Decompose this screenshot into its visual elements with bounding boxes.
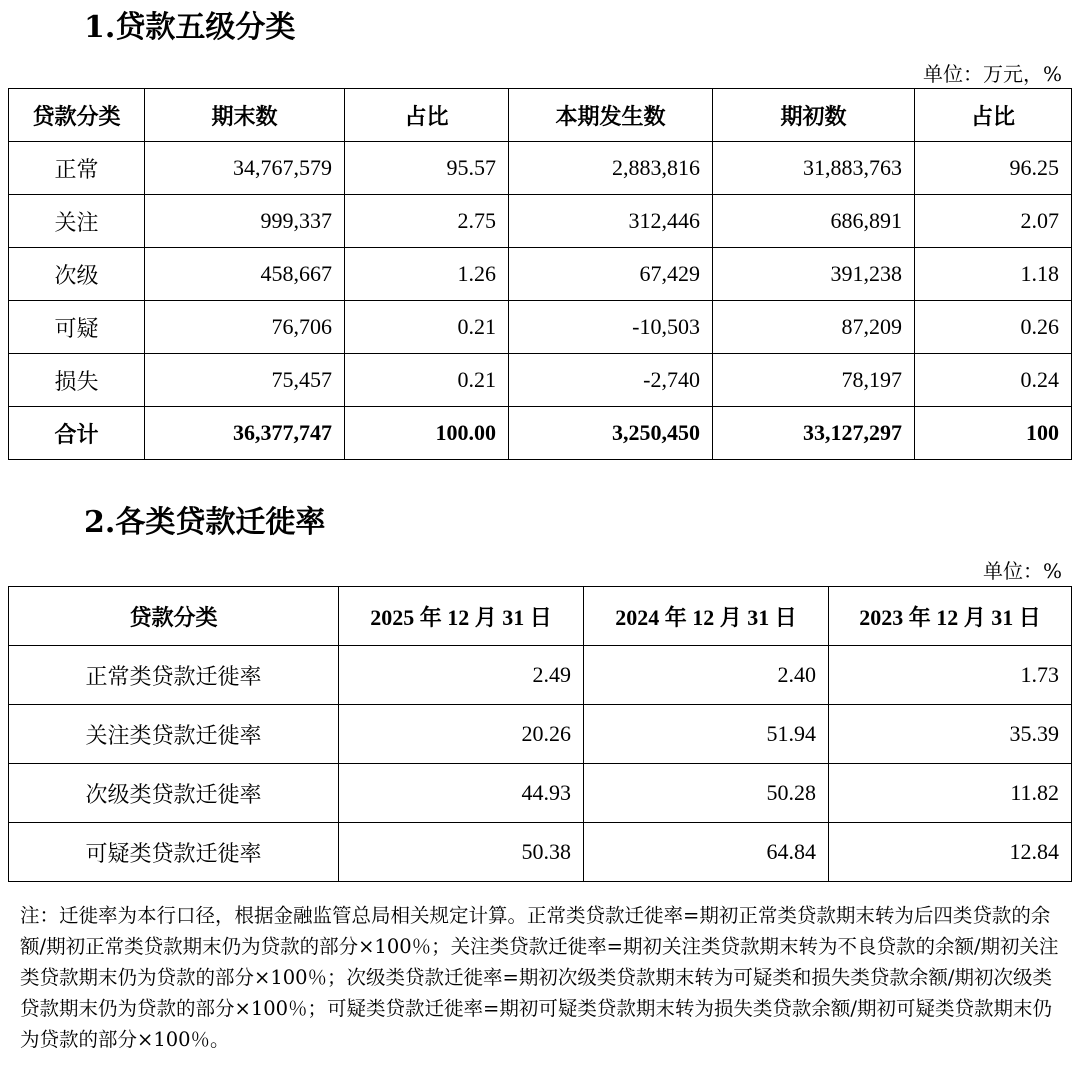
total-label: 合计 (9, 407, 145, 460)
row-ending: 75,457 (145, 354, 345, 407)
row-ratio-beginning: 96.25 (915, 142, 1072, 195)
table-row (9, 823, 1072, 882)
row-beginning: 391,238 (713, 248, 915, 301)
row-category: 可疑类贷款迁徙率 (9, 823, 339, 882)
total-change: 3,250,450 (509, 407, 713, 460)
header-ending: 期末数 (145, 89, 345, 142)
row-category: 可疑 (9, 301, 145, 354)
row-change: 2,883,816 (509, 142, 713, 195)
total-ratio-ending: 100.00 (345, 407, 509, 460)
table-row (9, 705, 1072, 764)
row-beginning: 686,891 (713, 195, 915, 248)
table-row (9, 195, 1072, 248)
row-2023: 1.73 (829, 646, 1072, 705)
header-category: 贷款分类 (9, 587, 339, 646)
row-ratio-ending: 95.57 (345, 142, 509, 195)
row-ratio-ending: 0.21 (345, 354, 509, 407)
header-category: 贷款分类 (9, 89, 145, 142)
row-category: 正常 (9, 142, 145, 195)
footnote: 注：迁徙率为本行口径，根据金融监管总局相关规定计算。正常类贷款迁徙率=期初正常类贷款期末转为后四类贷款的余额/期初正常类贷款期末仍为贷款的部分×100％；关注类贷款迁徙率=期初关注类贷款期末转为不良贷款的余额/期初关注类贷款期末仍为贷款的部分×100％；次级类贷款迁徙率=期初次级类贷款期末转为可疑类和损失类贷款余额/期初次级类贷款期末仍为贷款的部分×100％；可疑类贷款迁徙率=期初可疑类贷款期末转为损失类贷款余额/期初可疑类贷款期末仍为贷款的部分×100％。 (20, 904, 1059, 1051)
header-change: 本期发生数 (509, 89, 713, 142)
row-beginning: 78,197 (713, 354, 915, 407)
row-ratio-beginning: 2.07 (915, 195, 1072, 248)
header-2025: 2025 年 12 月 31 日 (339, 587, 584, 646)
total-beginning: 33,127,297 (713, 407, 915, 460)
row-beginning: 87,209 (713, 301, 915, 354)
row-category: 正常类贷款迁徙率 (9, 646, 339, 705)
row-2024: 51.94 (584, 705, 829, 764)
table-row (9, 646, 1072, 705)
section1-unit: 单位：万元，% (922, 62, 1062, 86)
table-row (9, 248, 1072, 301)
row-category: 损失 (9, 354, 145, 407)
table-row (9, 764, 1072, 823)
header-ratio-ending: 占比 (345, 89, 509, 142)
total-ratio-beginning: 100 (915, 407, 1072, 460)
row-ending: 34,767,579 (145, 142, 345, 195)
row-2023: 35.39 (829, 705, 1072, 764)
loan-classification-table (8, 88, 1072, 460)
row-category: 次级类贷款迁徙率 (9, 764, 339, 823)
row-2024: 2.40 (584, 646, 829, 705)
section2-title: 2.各类贷款迁徙率 (84, 505, 326, 540)
row-beginning: 31,883,763 (713, 142, 915, 195)
total-ending: 36,377,747 (145, 407, 345, 460)
row-ratio-beginning: 0.26 (915, 301, 1072, 354)
row-ratio-ending: 1.26 (345, 248, 509, 301)
table-row (9, 354, 1072, 407)
table-total-row (9, 407, 1072, 460)
row-ending: 999,337 (145, 195, 345, 248)
table-header-row (9, 587, 1072, 646)
row-ending: 458,667 (145, 248, 345, 301)
header-beginning: 期初数 (713, 89, 915, 142)
row-2025: 20.26 (339, 705, 584, 764)
row-change: 67,429 (509, 248, 713, 301)
row-category: 次级 (9, 248, 145, 301)
migration-rate-table (8, 586, 1072, 882)
row-change: 312,446 (509, 195, 713, 248)
table-row (9, 301, 1072, 354)
row-2025: 50.38 (339, 823, 584, 882)
table-row (9, 142, 1072, 195)
header-2023: 2023 年 12 月 31 日 (829, 587, 1072, 646)
table-header-row (9, 89, 1072, 142)
row-ratio-beginning: 1.18 (915, 248, 1072, 301)
row-ratio-beginning: 0.24 (915, 354, 1072, 407)
header-2024: 2024 年 12 月 31 日 (584, 587, 829, 646)
row-ratio-ending: 0.21 (345, 301, 509, 354)
section1-title: 1.贷款五级分类 (84, 10, 296, 45)
row-2023: 11.82 (829, 764, 1072, 823)
section2-unit: 单位：% (982, 559, 1062, 583)
row-2025: 2.49 (339, 646, 584, 705)
row-2025: 44.93 (339, 764, 584, 823)
row-category: 关注 (9, 195, 145, 248)
row-ratio-ending: 2.75 (345, 195, 509, 248)
row-change: -10,503 (509, 301, 713, 354)
row-change: -2,740 (509, 354, 713, 407)
row-ending: 76,706 (145, 301, 345, 354)
header-ratio-beginning: 占比 (915, 89, 1072, 142)
row-2024: 64.84 (584, 823, 829, 882)
row-2024: 50.28 (584, 764, 829, 823)
row-category: 关注类贷款迁徙率 (9, 705, 339, 764)
row-2023: 12.84 (829, 823, 1072, 882)
